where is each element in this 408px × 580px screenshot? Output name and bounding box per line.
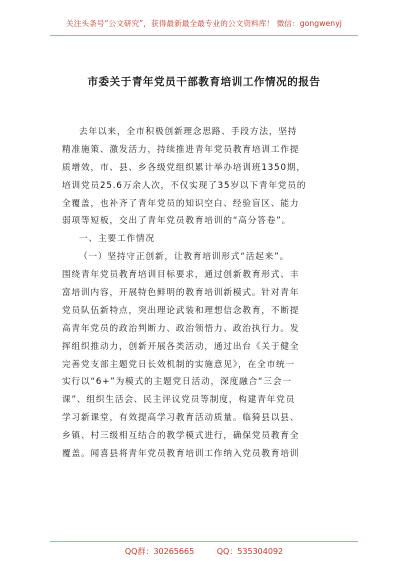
body-line: 全覆盖，也补齐了青年党员的知识空白、经验盲区、能力 xyxy=(62,198,300,209)
body-line: 精准施策、激发活力，持续推进青年党员教育培训工作提 xyxy=(62,144,300,155)
footer-divider xyxy=(50,541,358,542)
body-line: 去年以来，全市积极创新理念思路、手段方法，坚持 xyxy=(79,127,298,137)
body-line: 课”、组织生活会、民主评议党员等制度，构建青年党员 xyxy=(62,395,296,406)
body-line: 乡镇、村三级相互结合的教学模式进行，确保党员教育全 xyxy=(62,431,300,442)
subsection-heading: （一）坚持守正创新，让教育培训形式“活起来”。 xyxy=(79,252,290,263)
body-line: 质增效，市、县、乡各级党组织累计举办培训班1350期， xyxy=(62,162,306,173)
body-line: 弱项等短板，交出了青年党员教育培训的“高分答卷”。 xyxy=(62,216,292,227)
body-line: 培训党员25.6万余人次，不仅实现了35岁以下青年党员的 xyxy=(62,180,307,191)
body-line: 富培训内容，开展特色鲜明的教育培训新模式。针对青年 xyxy=(62,288,300,299)
document-title: 市委关于青年党员干部教育培训工作情况的报告 xyxy=(87,76,321,88)
footer-qq-group: QQ群：30265665 xyxy=(124,547,195,556)
body-line: 挥组织推动力，创新开展各类活动，通过出台《关于健全 xyxy=(62,341,300,352)
body-line: 完善党支部主题党日长效机制的实施意见》，在全市统一 xyxy=(62,359,296,370)
section-heading: 一、主要工作情况 xyxy=(79,234,155,245)
body-line: 高青年党员的政治判断力、政治领悟力、政治执行力。发 xyxy=(62,323,300,334)
header-divider xyxy=(50,35,358,36)
footer-qq: QQ：535304092 xyxy=(216,547,284,556)
body-line: 党员队伍新特点，突出理论武装和理想信念教育，不断提 xyxy=(62,305,300,316)
body-line: 覆盖。闻喜县将青年党员教育培训工作纳入党员教育培训 xyxy=(62,449,300,460)
document-body xyxy=(62,124,354,464)
body-line: 学习新课堂，有效提高学习教育活动质量。临猗县以县、 xyxy=(62,413,300,424)
body-line: 实行以“6+”为模式的主题党日活动，深度融合“三会一 xyxy=(62,377,292,388)
footer-contact xyxy=(0,546,408,557)
header-banner: 关注头条号“公文研究”，获得最新最全最专业的公文资料库！ 微信：gongwenyj xyxy=(66,19,342,28)
body-line: 围绕青年党员教育培训目标要求，通过创新教育形式、丰 xyxy=(62,270,300,281)
